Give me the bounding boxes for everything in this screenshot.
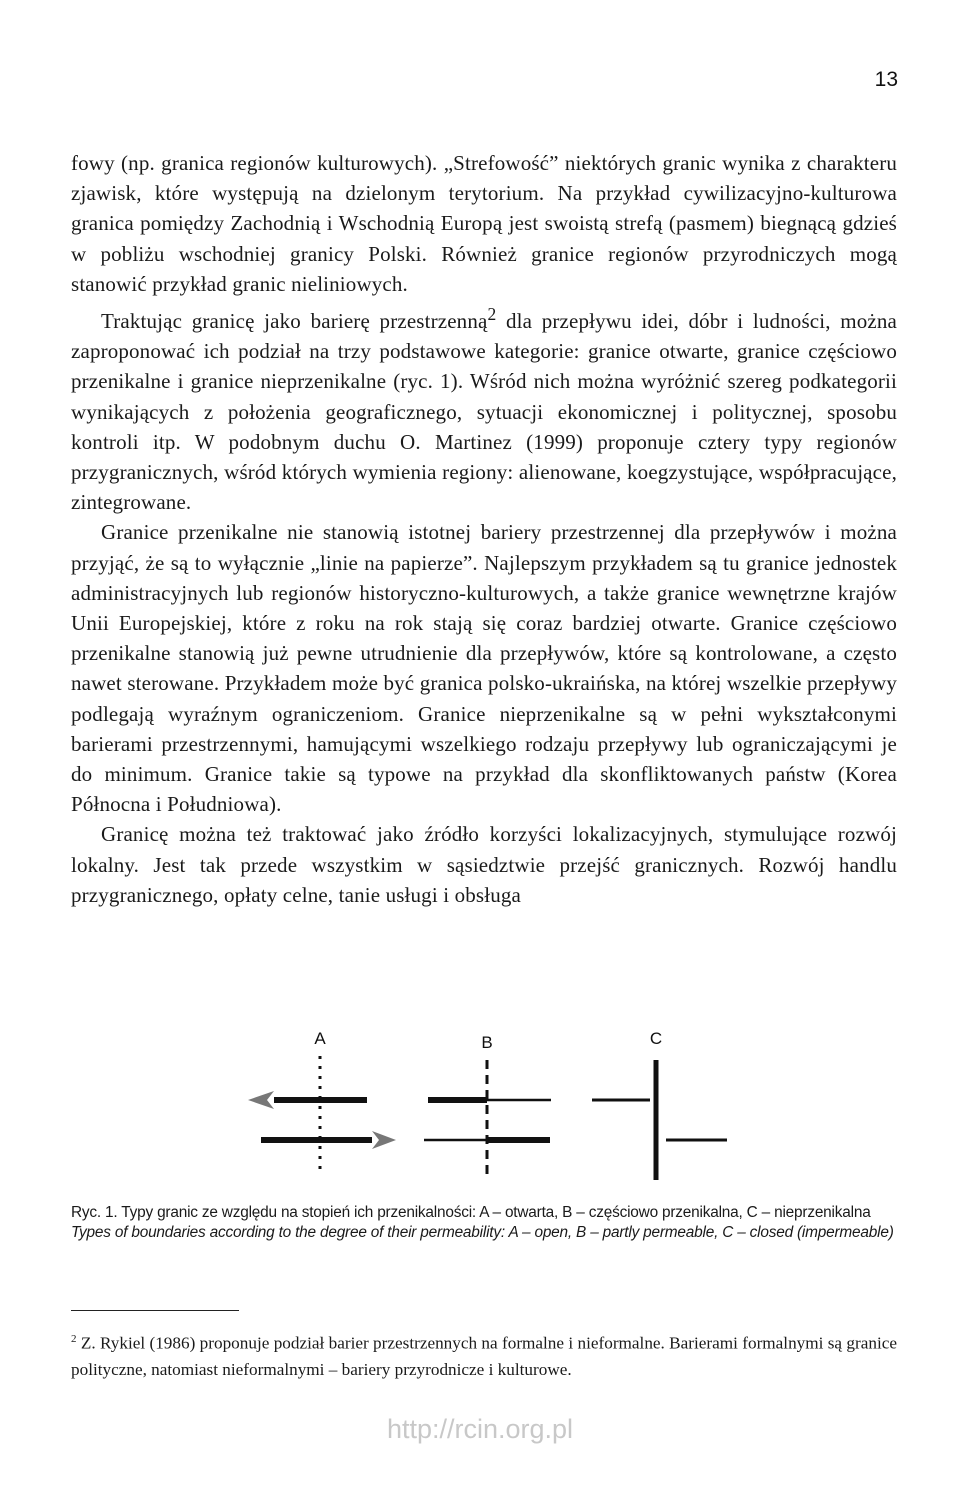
figure-label-a: A: [314, 1029, 326, 1048]
caption-english: Types of boundaries according to the degree of their permeability: A – open, B – partly permeable, C – closed (impermeable): [71, 1223, 894, 1241]
caption-polish: [71, 1203, 901, 1223]
page-number: 13: [874, 68, 898, 91]
paragraph-2: [71, 299, 897, 517]
footnote: [71, 1326, 897, 1383]
caption-label: Ryc. 1.: [71, 1204, 118, 1221]
boundary-types-figure: [0, 1020, 960, 1195]
boundary-c-closed: [592, 1060, 727, 1180]
boundary-a-open: [248, 1056, 396, 1175]
paragraph-4: Granicę można też traktować jako źródło korzyści lokalizacyjnych, stymulujące rozwój lokalny. Jest tak przede wszystkim w sąsiedztwie przejść granicznych. Rozwój handlu przygranicznego, opłaty celne, tanie usługi i obsługa: [71, 822, 897, 907]
footnote-marker: 2: [71, 1333, 77, 1345]
watermark-url: http://rcin.org.pl: [386, 1414, 574, 1444]
caption-polish-text: Typy granic ze względu na stopień ich przenikalności: A – otwarta, B – częściowo przenikalna, C – nieprzenikalna: [117, 1204, 871, 1221]
footnote-text: Z. Rykiel (1986) proponuje podział barier przestrzennych na formalne i nieformalne. Barierami formalnymi są granice polityczne, natomiast nieformalnymi – bariery przyrodnicze i kulturowe.: [71, 1333, 897, 1379]
paragraph-1: fowy (np. granica regionów kulturowych). „Strefowość” niektórych granic wynika z charakteru zjawisk, które występują na dzielonym terytorium. Na przykład cywilizacyjno-kulturowa granica pomiędzy Zachodnią i Wschodnią Europą jest swoistą strefą (pasmem) biegnącą gdzieś w pobliżu wschodniej granicy Polski. Również granice regionów przyrodniczych mogą stanowić przykład granic nieliniowych.: [71, 151, 897, 296]
figure-label-c: C: [649, 1029, 663, 1048]
figure-label-b: B: [481, 1033, 493, 1052]
boundary-a-arrowhead-right: [372, 1131, 396, 1149]
footnote-reference: 2: [487, 304, 497, 325]
paragraph-2-part-1: Traktując granicę jako barierę przestrzenną: [101, 309, 488, 334]
footnote-rule: [71, 1310, 239, 1311]
boundary-b-partly-permeable: [424, 1060, 551, 1175]
boundary-a-arrowhead-left: [248, 1091, 274, 1109]
figure-caption: [71, 1203, 901, 1242]
paragraph-3: Granice przenikalne nie stanowią istotnej bariery przestrzennej dla przepływów i można przyjąć, że są to wyłącznie „linie na papierze”. Najlepszym przykładem są tu granice jednostek administracyjnych lub regionów historyczno-kulturowych, a także granice wewnętrzne krajów Unii Europejskiej, które z roku na rok stają się coraz bardziej otwarte. Granice częściowo przenikalne stanowią już pewne utrudnienie dla przepływów, które są kontrolowane, a często nawet sterowane. Przykładem może być granica polsko-ukraińska, na której wszelkie przepływy podlegają wyraźnym ograniczeniom. Granice nieprzenikalne są w pełni wykształconymi barierami przestrzennymi, hamującymi wszelkiego rodzaju przepływy lub ograniczającymi je do minimum. Granice takie są typowe na przykład dla skonfliktowanych państw (Korea Północna i Południowa).: [71, 520, 897, 817]
paragraph-2-part-2: dla przepływu idei, dóbr i ludności, można zaproponować ich podział na trzy podstawowe kategorie: granice otwarte, granice częściowo przenikalne i granice nieprzenikalne (ryc. 1). Wśród nich można wyróżnić szereg podkategorii wynikających z położenia geograficznego, sytuacji ekonomicznej i politycznej, sposobu kontroli itp. W podobnym duchu O. Martinez (1999) proponuje cztery typy regionów przygranicznych, wśród których wymienia regiony: alienowane, koegzystujące, współpracujące, zintegrowane.: [71, 309, 897, 515]
body-text: [71, 148, 897, 910]
